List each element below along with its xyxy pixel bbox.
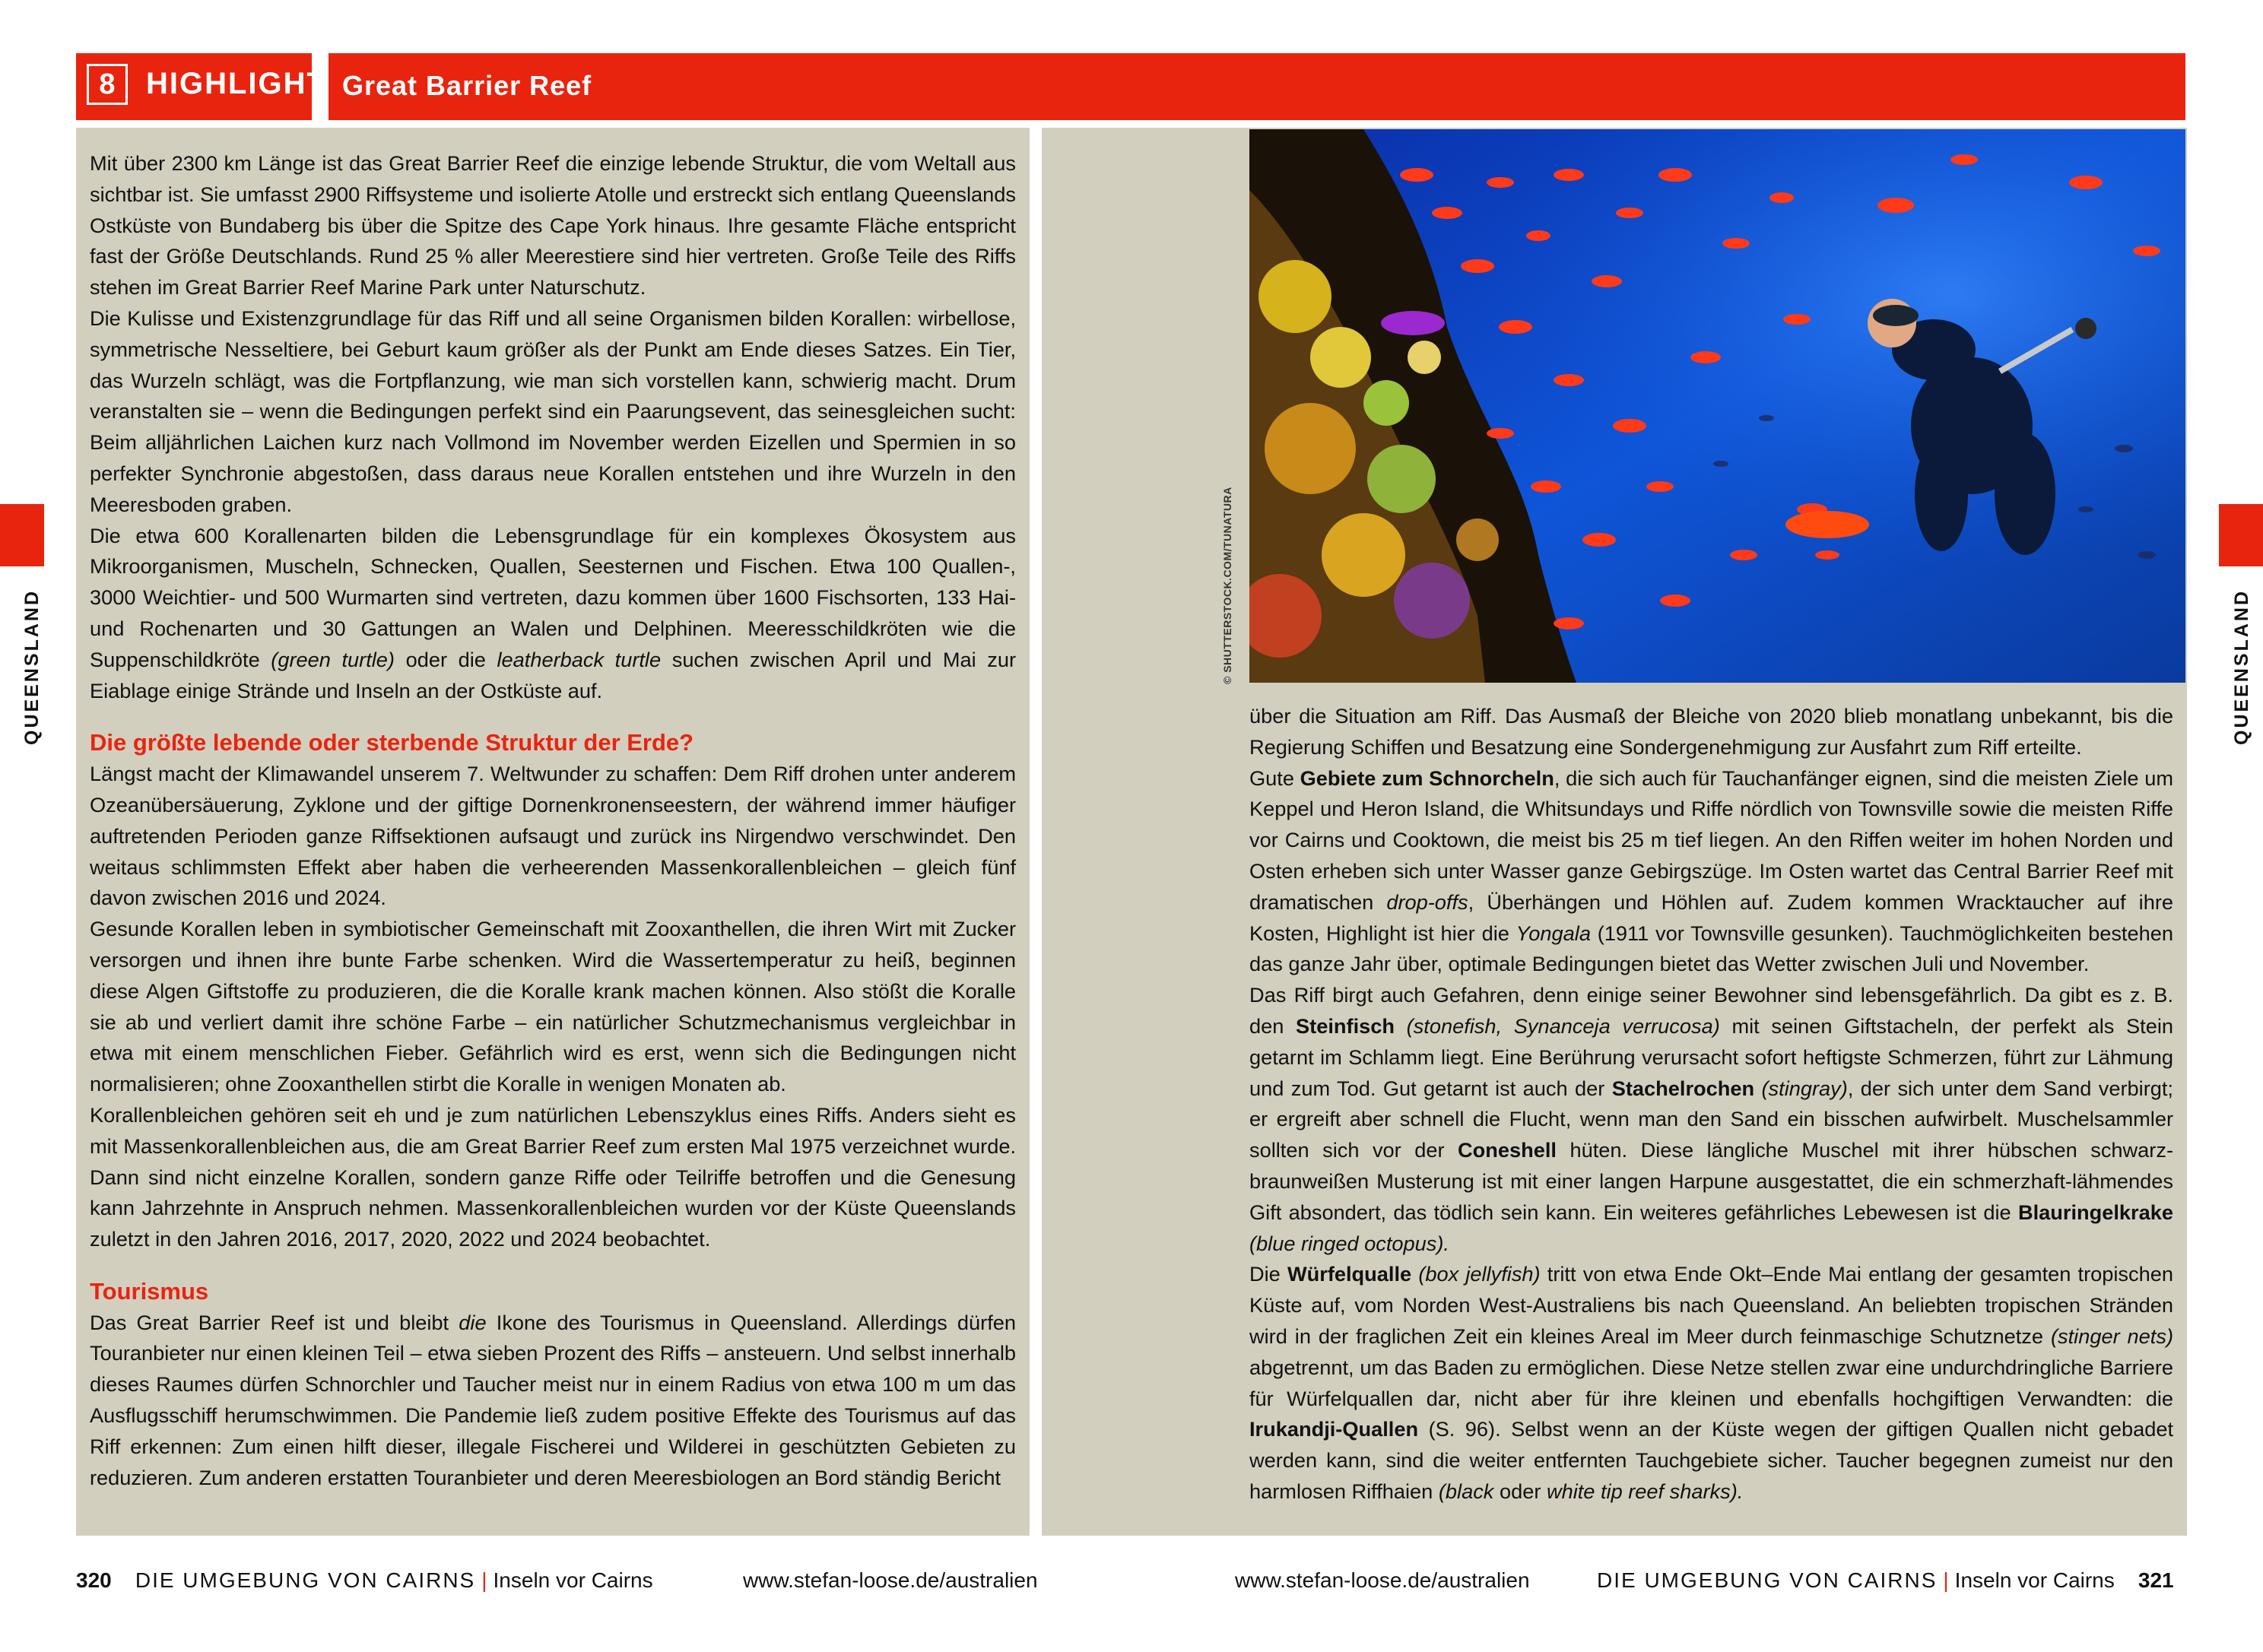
photo-credit: © SHUTTERSTOCK.COM/TUNATURA bbox=[1221, 487, 1233, 684]
paragraph: Gute Gebiete zum Schnorcheln, die sich auch für Tauchanfänger eignen, sind die meisten Ziele um Keppel und Heron Island, die Whitsundays und Riffe nördlich von Townsville sowie die meisten Riffe vor Cairns und Cooktown, die meist bis 25 m tief liegen. An den Riffen weiter im hohen Norden und Osten erheben sich unter Wasser ganze Gebirgszüge. Im Osten wartet das Central Barrier Reef mit dramatischen drop-offs, Überhängen und Höhlen auf. Zudem kommen Wracktaucher auf ihre Kosten, Highlight ist hier die Yongala (1911 vor Townsville gesunken). Tauchmöglichkeiten bestehen das ganze Jahr über, optimale Bedingungen bietet das Wetter zwischen Juli und November. bbox=[1249, 766, 2173, 976]
paragraph: Mit über 2300 km Länge ist das Great Barrier Reef die einzige lebende Struktur, die vom Weltall aus sichtbar ist. Sie umfasst 2900 Riffsysteme und isolierte Atolle und erstreckt sich entlang Queenslands Ostküste von Bundaberg bis über die Spitze des Cape York hinaus. Ihre gesamte Fläche entspricht fast der Größe Deutschlands. Rund 25 % aller Meerestiere sind hier vertreten. Große Teile des Riffs stehen im Great Barrier Reef Marine Park unter Naturschutz. bbox=[90, 151, 1016, 300]
highlight-label: HIGHLIGHT bbox=[146, 67, 327, 100]
paragraph: Das Riff birgt auch Gefahren, denn einige seiner Bewohner sind lebensgefährlich. Da gibt es z. B. den Steinfisch (stonefish, Synanceja verrucosa) mit seinen Giftstacheln, der perfekt als Stein getarnt im Schlamm liegt. Eine Berührung verursacht sofort heftigste Schmerzen, führt zur Lähmung und zum Tod. Gut getarnt ist auch der Stachelrochen (stingray), der sich unter dem Sand verbirgt; er ergreift aber schnell die Flucht, wenn man den Sand ein bisschen aufwirbelt. Muschelsammler sollten sich vor der Coneshell hüten. Diese längliche Muschel mit ihrer hübschen schwarz-braunweißen Musterung ist mit einer langen Harpune ausgestattet, die ein schmerzhaft-lähmendes Gift absondert, das tödlich sein kann. Ein weiteres gefährliches Lebewesen ist die Blauringelkrake (blue ringed octopus). bbox=[1249, 983, 2174, 1255]
title-banner bbox=[328, 53, 2185, 120]
footer-chapter: DIE UMGEBUNG VON CAIRNS bbox=[1597, 1568, 1938, 1592]
side-tab-left bbox=[0, 504, 44, 566]
footer-section: Inseln vor Cairns bbox=[493, 1568, 653, 1592]
page-title: Great Barrier Reef bbox=[342, 70, 592, 101]
page-number-right: 321 bbox=[2138, 1568, 2174, 1592]
side-label-left: QUEENSLAND bbox=[21, 588, 43, 745]
left-column bbox=[90, 148, 1016, 1493]
paragraph: Die Kulisse und Existenzgrundlage für das Riff und all seine Organismen bilden Korallen: wirbellose, symmetrische Nesseltiere, bei Geburt kaum größer als der Punkt am Ende dieses Satzes. Ein Tier, das Wurzeln schlägt, was die Fortpflanzung, wie man sich vorstellen kann, schwierig macht. Drum veranstalten sie – wenn die Bedingungen perfekt sind ein Paarungsevent, das seinesgleichen sucht: Beim alljährlichen Laichen kurz nach Vollmond im November werden Eizellen und Spermien in so perfekter Synchronie abgestoßen, dass daraus neue Korallen entstehen und ihre Wurzeln in den Meeresboden graben. bbox=[90, 306, 1016, 516]
footer-chapter: DIE UMGEBUNG VON CAIRNS bbox=[135, 1568, 476, 1592]
section-heading: Tourismus bbox=[90, 1277, 209, 1305]
footer-section: Inseln vor Cairns bbox=[1954, 1568, 2115, 1592]
paragraph: Das Great Barrier Reef ist und bleibt die Ikone des Tourismus in Queensland. Allerdings dürfen Touranbieter nur einen kleinen Teil – etwa sieben Prozent des Riffs – ansteuern. Und selbst innerhalb dieses Raumes dürfen Schnorchler und Taucher meist nur in einem Radius von etwa 100 m um das Ausflugsschiff herumschwimmen. Die Pandemie ließ zudem positive Effekte des Tourismus auf das Riff erkennen: Zum einen hilft dieser, illegale Fischerei und Wilderei in geschützten Gebieten zu reduzieren. Zum anderen erstatten Touranbieter und deren Meeresbiologen an Bord ständig Bericht bbox=[90, 1310, 1016, 1489]
footer-url-right[interactable]: www.stefan-loose.de/australien bbox=[1235, 1568, 1530, 1592]
side-tab-right bbox=[2219, 504, 2263, 566]
paragraph: Gesunde Korallen leben in symbiotischer Gemeinschaft mit Zooxanthellen, die ihren Wirt mit Zucker versorgen und ihnen ihre bunte Farbe schenken. Wird die Wassertemperatur zu heiß, beginnen diese Algen Giftstoffe zu produzieren, die die Koralle krank machen können. Also stößt die Koralle sie ab und verliert damit ihre schöne Farbe – ein natürlicher Schutzmechanismus vergleichbar in etwa mit einem menschlichen Fieber. Gefährlich wird es erst, wenn sich die Bedingungen nicht normalisieren; ohne Zooxanthellen stirbt die Koralle in wenigen Monaten ab. bbox=[90, 917, 1016, 1096]
reef-diver-photo bbox=[1249, 129, 2185, 683]
paragraph: Längst macht der Klimawandel unserem 7. Weltwunder zu schaffen: Dem Riff drohen unter anderem Ozeanübersäuerung, Zyklone und der giftige Dornenkronenseestern, der während immer häufiger auftretenden Perioden ganze Riffsektionen aufsaugt und zurück ins Nirgendwo verschwindet. Den weitaus schlimmsten Effekt aber haben die verheerenden Massenkorallenbleichen – gleich fünf davon zwischen 2016 und 2024. bbox=[90, 762, 1016, 910]
paragraph: Die etwa 600 Korallenarten bilden die Lebensgrundlage für ein komplexes Ökosystem aus Mikroorganismen, Muscheln, Schnecken, Quallen, Seesternen und Fischen. Etwa 100 Quallen-, 3000 Weichtier- und 500 Wurmarten sind vertreten, dazu kommen über 1600 Fischsorten, 133 Hai- und Rochenarten und 30 Gattungen an Walen und Delphinen. Meeresschildkröten wie die Suppenschildkröte (green turtle) oder die leatherback turtle suchen zwischen April und Mai zur Eiablage einige Strände und Inseln an der Ostküste auf. bbox=[90, 523, 1017, 702]
page-number-left: 320 bbox=[76, 1568, 112, 1592]
footer-right: DIE UMGEBUNG VON CAIRNS | Inseln vor Cairns 321 bbox=[1597, 1568, 2174, 1592]
side-label-right: QUEENSLAND bbox=[2231, 588, 2252, 745]
right-column bbox=[1249, 701, 2173, 1508]
paragraph: Die Würfelqualle (box jellyfish) tritt von etwa Ende Okt–Ende Mai entlang der gesamten tropischen Küste auf, vom Norden West-Australiens bis nach Queensland. An beliebten tropischen Stränden wird in der fraglichen Zeit ein kleines Areal im Meer durch feinmaschige Schutznetze (stinger nets) abgetrennt, um das Baden zu ermöglichen. Diese Netze stellen zwar eine undurchdringliche Barriere für Würfelquallen dar, nicht aber für ihre kleinen und ebenfalls hochgiftigen Verwandten: die Irukandji-Quallen (S. 96). Selbst wenn an der Küste wegen der giftigen Quallen nicht gebadet werden kann, sind die weiter entfernten Tauchgebiete sicher. Taucher begegnen zumeist nur den harmlosen Riffhaien (black oder white tip reef sharks). bbox=[1249, 1262, 2173, 1503]
footer-url-left[interactable]: www.stefan-loose.de/australien bbox=[743, 1568, 1038, 1592]
footer-left: 320 DIE UMGEBUNG VON CAIRNS | Inseln vor Cairns bbox=[76, 1568, 653, 1592]
highlight-number: 8 bbox=[87, 64, 128, 105]
paragraph: über die Situation am Riff. Das Ausmaß der Bleiche von 2020 blieb monatlang unbekannt, bis die Regierung Schiffen und Besatzung eine Sondergenehmigung zur Ausfahrt zum Riff erteilte. bbox=[1249, 704, 2173, 759]
section-heading: Die größte lebende oder sterbende Struktur der Erde? bbox=[90, 729, 694, 756]
paragraph: Korallenbleichen gehören seit eh und je zum natürlichen Lebenszyklus eines Riffs. Anders sieht es mit Massenkorallenbleichen aus, die am Great Barrier Reef zum ersten Mal 1975 verzeichnet wurde. Dann sind nicht einzelne Korallen, sondern ganze Riffe oder Teilriffe betroffen und die Genesung kann Jahrzehnte in Anspruch nehmen. Massenkorallenbleichen wurden vor der Küste Queenslands zuletzt in den Jahren 2016, 2017, 2020, 2022 und 2024 beobachtet. bbox=[90, 1102, 1016, 1251]
